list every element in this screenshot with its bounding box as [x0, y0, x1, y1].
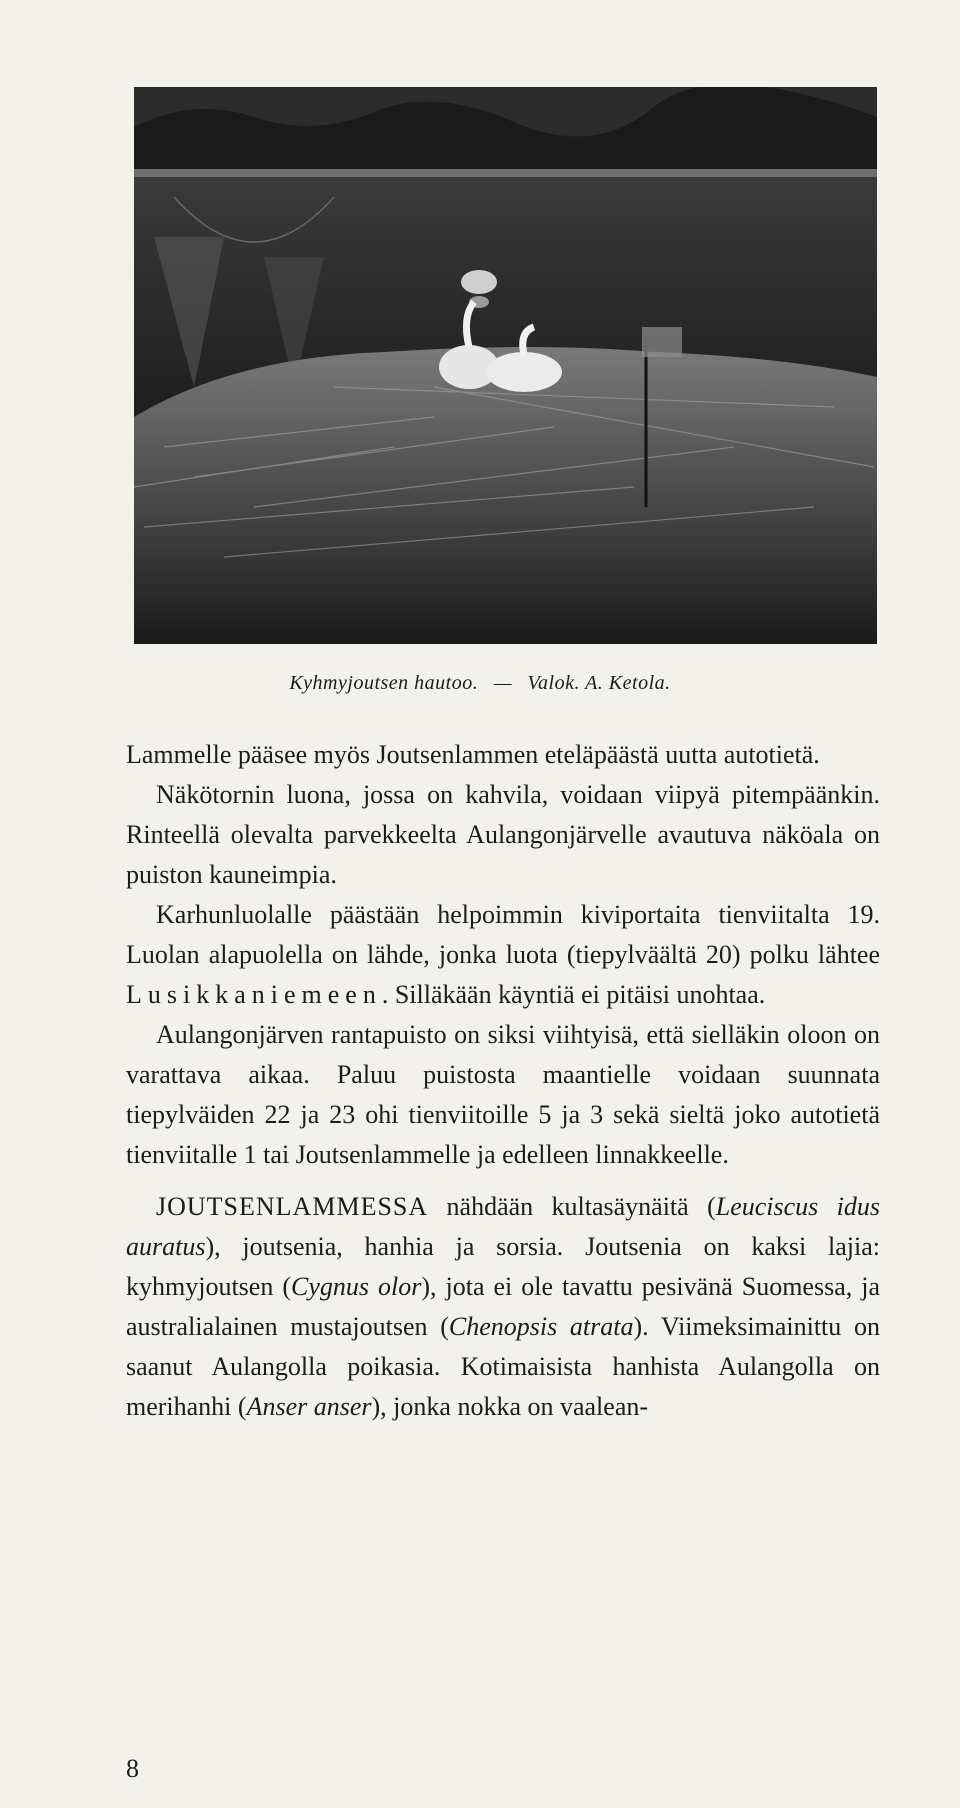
- species-chenopsis: Chenopsis atrata: [448, 1312, 634, 1341]
- paragraph-3: [126, 895, 880, 1015]
- paragraph-5-text-b: ), joutsenia, hanhia ja sorsia. Joutsenia on kaksi lajia: kyhmyjoutsen (: [126, 1232, 880, 1301]
- species-cygnus: Cygnus olor: [291, 1272, 422, 1301]
- paragraph-2: Näkötornin luona, jossa on kahvila, voidaan viipyä pitempäänkin. Rinteellä olevalta parvekkeelta Aulangonjärvelle avautuva näköala on puiston kauneimpia.: [126, 780, 880, 889]
- paragraph-3-text-a: Karhunluolalle päästään helpoimmin kiviportaita tienviitalta 19. Luolan alapuolella on lähde, jonka luota (tiepylväältä 20) polku lähtee: [126, 900, 880, 969]
- place-name-lusikkaniemi: Lusikkaniemeen: [126, 980, 382, 1009]
- section-heading-joutsenlammessa: JOUTSENLAMMESSA: [156, 1192, 429, 1221]
- paragraph-5: [126, 1187, 880, 1427]
- paragraph-3-text-b: . Silläkään käyntiä ei pitäisi unohtaa.: [381, 980, 766, 1009]
- caption-title: Kyhmyjoutsen hautoo.: [289, 672, 479, 694]
- paragraph-1: Lammelle pääsee myös Joutsenlammen eteläpäästä uutta autotietä.: [126, 740, 820, 769]
- paragraph-5-text-c: ), jota ei ole tavattu pesivänä Suomessa, ja australialainen mustajoutsen (: [126, 1272, 880, 1341]
- page-number: 8: [126, 1754, 139, 1783]
- paragraph-5-text-e: ), jonka nokka on vaalean-: [371, 1392, 649, 1421]
- paragraph-4: Aulangonjärven rantapuisto on siksi viihtyisä, että sielläkin oloon on varattava aikaa. Paluu puistosta maantielle voidaan suunnata tiepylväiden 22 ja 23 ohi tienviitoille 5 ja 3 sekä sieltä joko autotietä tienviitalle 1 tai Joutsenlammelle ja edelleen linnakkeelle.: [126, 1020, 880, 1169]
- paragraph-5-text-a: nähdään kultasäynäitä (: [428, 1192, 716, 1221]
- caption-credit: Valok. A. Ketola.: [527, 672, 671, 694]
- paragraph-5-text-d: ). Viimeksimainittu on saanut Aulangolla poikasia. Kotimaisista hanhista Aulangolla on merihanhi (: [126, 1312, 880, 1421]
- photo-caption: [0, 672, 960, 695]
- body-text: [126, 735, 880, 1427]
- caption-dash: —: [493, 672, 513, 694]
- species-anser: Anser anser: [246, 1392, 372, 1421]
- swan-nest-photo: [134, 87, 877, 644]
- photo-illustration: [134, 87, 877, 644]
- species-leuciscus: Leuciscus idus auratus: [126, 1192, 880, 1261]
